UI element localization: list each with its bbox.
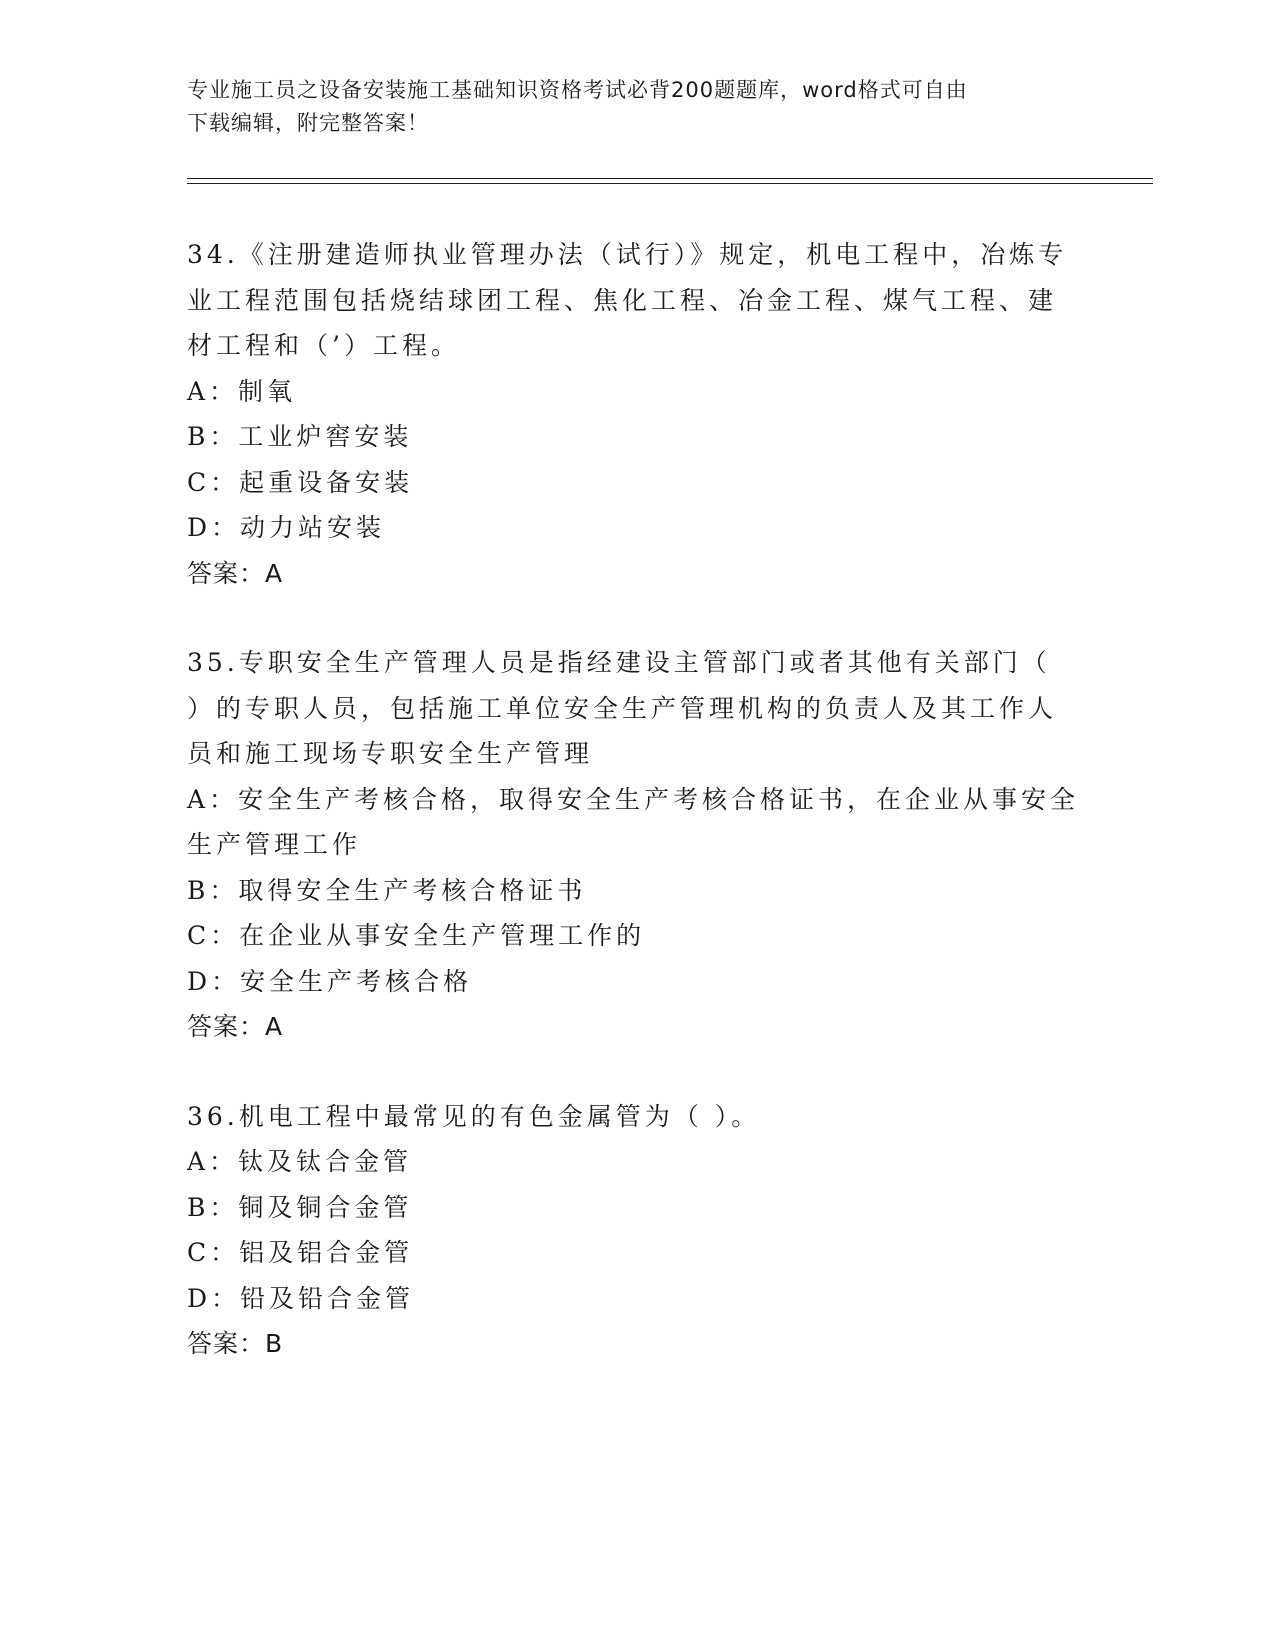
answer-text: 答案：B xyxy=(187,1329,284,1358)
option-d xyxy=(187,959,1087,1005)
option-text: C：在企业从事安全生产管理工作的 xyxy=(187,921,646,950)
option-text: B：铜及铜合金管 xyxy=(187,1192,413,1222)
option-b xyxy=(187,868,1087,914)
answer-text: 答案：A xyxy=(187,558,284,588)
option-a xyxy=(187,777,1087,868)
question-text-line: ）的专职人员，包括施工单位安全生产管理机构的负责人及其工作人 xyxy=(187,693,1058,723)
option-b xyxy=(187,1185,1087,1231)
option-d xyxy=(187,1276,1087,1322)
option-text: B：取得安全生产考核合格证书 xyxy=(187,875,587,905)
header-line-2: 下载编辑，附完整答案！ xyxy=(187,111,429,135)
question-35 xyxy=(187,640,1087,1050)
option-a xyxy=(187,369,1087,415)
question-36 xyxy=(187,1094,1087,1367)
option-text: A：钛及钛合金管 xyxy=(187,1147,413,1176)
document-header xyxy=(187,74,1067,140)
option-text: C：起重设备安装 xyxy=(187,467,414,497)
question-text-line: 36.机电工程中最常见的有色金属管为（ ）。 xyxy=(187,1101,761,1131)
option-text: D：铅及铅合金管 xyxy=(187,1283,415,1313)
option-text: A：制氧 xyxy=(187,376,297,406)
question-text-line: 34.《注册建造师执业管理办法（试行）》规定，机电工程中，冶炼专 xyxy=(187,240,1068,269)
question-text-line: 材工程和（’）工程。 xyxy=(187,331,460,360)
option-a xyxy=(187,1139,1087,1185)
option-c xyxy=(187,1230,1087,1276)
option-text: A：安全生产考核合格，取得安全生产考核合格证书，在企业从事安全 xyxy=(187,784,1080,814)
option-text: B：工业炉窖安装 xyxy=(187,422,413,451)
header-line-1: 专业施工员之设备安装施工基础知识资格考试必背200题题库，word格式可自由 xyxy=(187,78,968,102)
option-c xyxy=(187,460,1087,506)
answer-text: 答案：A xyxy=(187,1012,284,1041)
question-34 xyxy=(187,232,1087,596)
option-d xyxy=(187,505,1087,551)
option-text: C：铝及铝合金管 xyxy=(187,1238,414,1267)
option-text: D：安全生产考核合格 xyxy=(187,966,473,996)
question-text-line: 业工程范围包括烧结球团工程、焦化工程、冶金工程、煤气工程、建 xyxy=(187,285,1058,315)
option-b xyxy=(187,414,1087,460)
header-divider-top xyxy=(187,178,1153,179)
question-text-line: 员和施工现场专职安全生产管理 xyxy=(187,739,594,768)
option-text: D：动力站安装 xyxy=(187,513,386,542)
question-text-line: 35.专职安全生产管理人员是指经建设主管部门或者其他有关部门（ xyxy=(187,648,1051,677)
question-list xyxy=(187,232,1087,1411)
option-c xyxy=(187,913,1087,959)
option-text-continued: 生产管理工作 xyxy=(187,830,362,859)
header-divider-bottom xyxy=(187,183,1153,184)
